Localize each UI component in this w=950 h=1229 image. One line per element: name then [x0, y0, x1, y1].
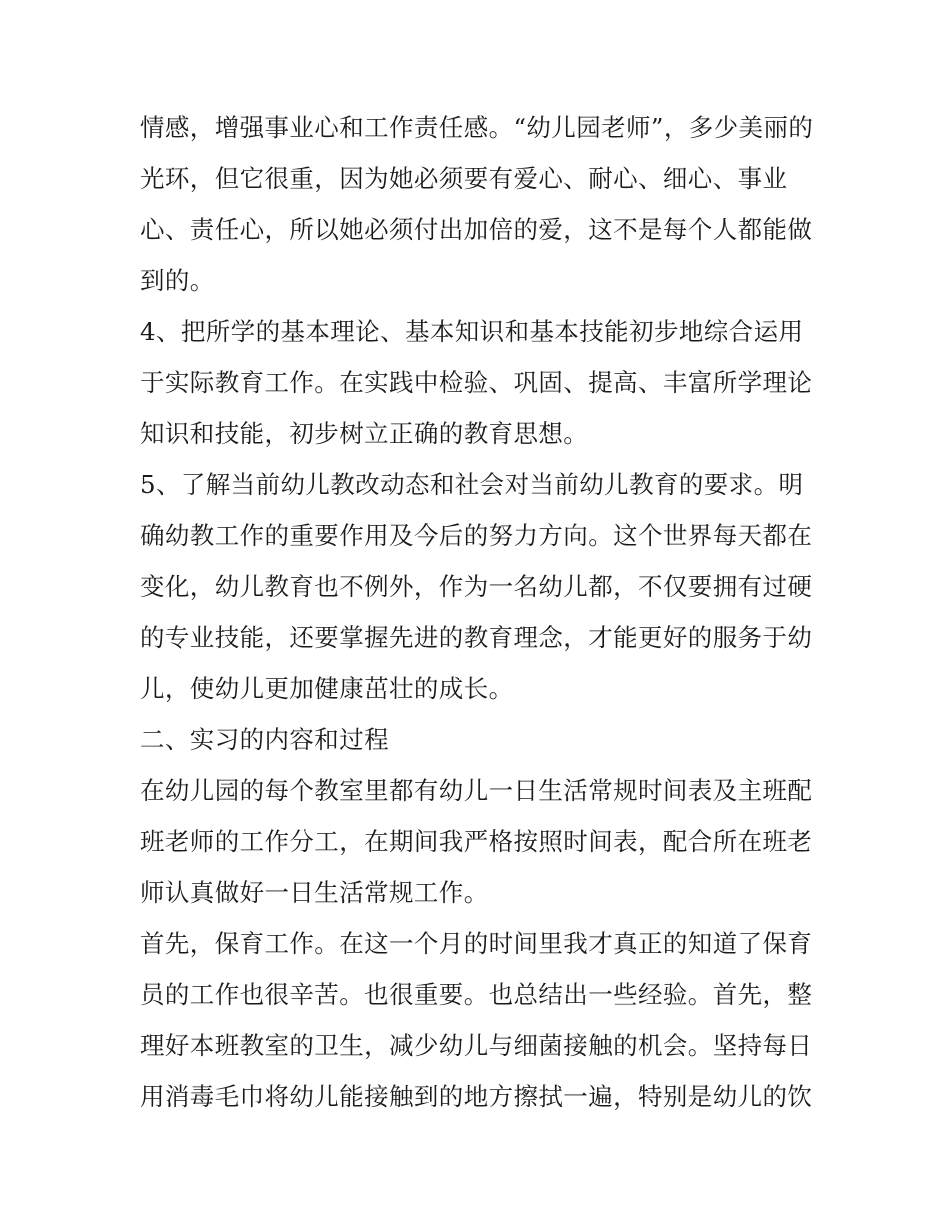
text-line: 知识和技能，初步树立正确的教育思想。 [140, 419, 589, 448]
text-line: 师认真做好一日生活常规工作。 [140, 878, 489, 907]
text-line: 在幼儿园的每个教室里都有幼儿一日生活常规时间表及主班配 [140, 776, 813, 805]
text-line: 4、把所学的基本理论、基本知识和基本技能初步地综合运用 [140, 317, 804, 346]
text-line: 变化，幼儿教育也不例外，作为一名幼儿都，不仅要拥有过硬 [140, 572, 813, 601]
text-line: 用消毒毛巾将幼儿能接触到的地方擦拭一遍，特别是幼儿的饮 [140, 1082, 813, 1111]
text-line: 情感，增强事业心和工作责任感。“幼儿园老师”，多少美丽的 [140, 113, 814, 142]
text-line: 于实际教育工作。在实践中检验、巩固、提高、丰富所学理论 [140, 368, 813, 397]
text-line: 到的。 [140, 266, 215, 295]
text-line: 5、了解当前幼儿教改动态和社会对当前幼儿教育的要求。明 [140, 470, 804, 499]
text-line: 心、责任心，所以她必须付出加倍的爱，这不是每个人都能做 [140, 215, 813, 244]
text-line: 儿，使幼儿更加健康茁壮的成长。 [140, 674, 514, 703]
text-line: 首先，保育工作。在这一个月的时间里我才真正的知道了保育 [140, 929, 813, 958]
section-heading: 二、实习的内容和过程 [140, 725, 389, 754]
text-line: 理好本班教室的卫生，减少幼儿与细菌接触的机会。坚持每日 [140, 1031, 813, 1060]
text-line: 班老师的工作分工，在期间我严格按照时间表，配合所在班老 [140, 827, 813, 856]
text-line: 员的工作也很辛苦。也很重要。也总结出一些经验。首先，整 [140, 980, 813, 1009]
document-body [140, 102, 815, 1122]
text-line: 的专业技能，还要掌握先进的教育理念，才能更好的服务于幼 [140, 623, 813, 652]
text-line: 光环，但它很重，因为她必须要有爱心、耐心、细心、事业 [140, 164, 788, 193]
text-line: 确幼教工作的重要作用及今后的努力方向。这个世界每天都在 [140, 521, 813, 550]
